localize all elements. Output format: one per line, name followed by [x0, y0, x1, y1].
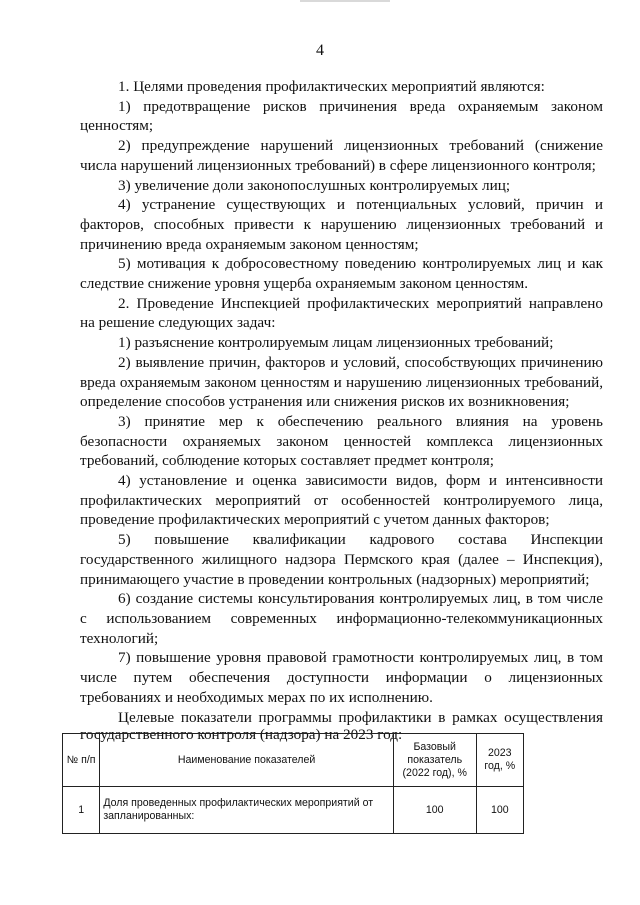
header-number: № п/п	[63, 734, 100, 787]
top-edge-rule	[300, 0, 390, 2]
page-number: 4	[316, 42, 324, 59]
paragraph-goal-3: 3) увеличение доли законопослушных контролируемых лиц;	[118, 176, 511, 194]
target-indicators-table	[62, 733, 524, 834]
row-number: 1	[63, 787, 100, 834]
paragraph-task-5: 5) повышение квалификации кадрового состава Инспекции государственного жилищного надзора Пермского края (далее – Инспекция), принимающего участие в проведении контрольных (надзорных) мероприятий;	[80, 531, 603, 588]
row-year-value: 100	[476, 787, 523, 834]
header-base-value: Базовый показатель (2022 год), %	[393, 734, 476, 787]
paragraph-goal-1: 1) предотвращение рисков причинения вреда охраняемым законом ценностям;	[80, 97, 603, 135]
paragraph-task-1: 1) разъяснение контролируемым лицам лицензионных требований;	[118, 334, 554, 352]
paragraph-goal-2: 2) предупреждение нарушений лицензионных требований (снижение числа нарушений лицензионных требований) в сфере лицензионного контроля;	[80, 137, 603, 174]
paragraph-goal-4: 4) устранение существующих и потенциальных условий, причин и факторов, способных привести к нарушению лицензионных требований и причинению вреда охраняемым законом ценностям;	[80, 196, 603, 253]
paragraph-task-7: 7) повышение уровня правовой грамотности контролируемых лиц, в том числе путем обеспечения доступности информации о лицензионных требованиях и необходимых мерах по их исполнению.	[80, 649, 603, 706]
paragraph-tasks-heading: 2. Проведение Инспекцией профилактических мероприятий направлено на решение следующих задач:	[80, 294, 603, 332]
header-indicator-name: Наименование показателей	[100, 734, 394, 787]
row-indicator-name: Доля проведенных профилактических мероприятий от запланированных:	[100, 787, 394, 834]
paragraph-goal-5: 5) мотивация к добросовестному поведению контролируемых лиц и как следствие снижение уровня ущерба охраняемым законом ценностям.	[80, 255, 603, 293]
table-row	[63, 787, 524, 834]
paragraph-task-4: 4) установление и оценка зависимости видов, форм и интенсивности профилактических мероприятий от особенностей контролируемого лица, проведение профилактических мероприятий с учетом данных факторов;	[80, 472, 603, 529]
paragraph-task-3: 3) принятие мер к обеспечению реального влияния на уровень безопасности охраняемых законом ценностей комплекса лицензионных требований, соблюдение которых составляет предмет контроля;	[80, 412, 603, 470]
table-caption: Целевые показатели программы профилактики в рамках осуществления государственного контроля (надзора) на 2023 год:	[80, 708, 603, 743]
document-body	[80, 77, 603, 743]
paragraph-goals-heading: 1. Целями проведения профилактических мероприятий являются:	[118, 78, 545, 95]
row-base-value: 100	[393, 787, 476, 834]
paragraph-task-2: 2) выявление причин, факторов и условий, способствующих причинению вреда охраняемым законом ценностям и нарушению лицензионных требований, определение способов устранения или снижения рисков их возникновения;	[80, 353, 603, 411]
table-header-row	[63, 734, 524, 787]
header-year-value: 2023 год, %	[476, 734, 523, 787]
paragraph-task-6: 6) создание системы консультирования контролируемых лиц, в том числе с использованием современных информационно-телекоммуникационных технологий;	[80, 590, 603, 647]
